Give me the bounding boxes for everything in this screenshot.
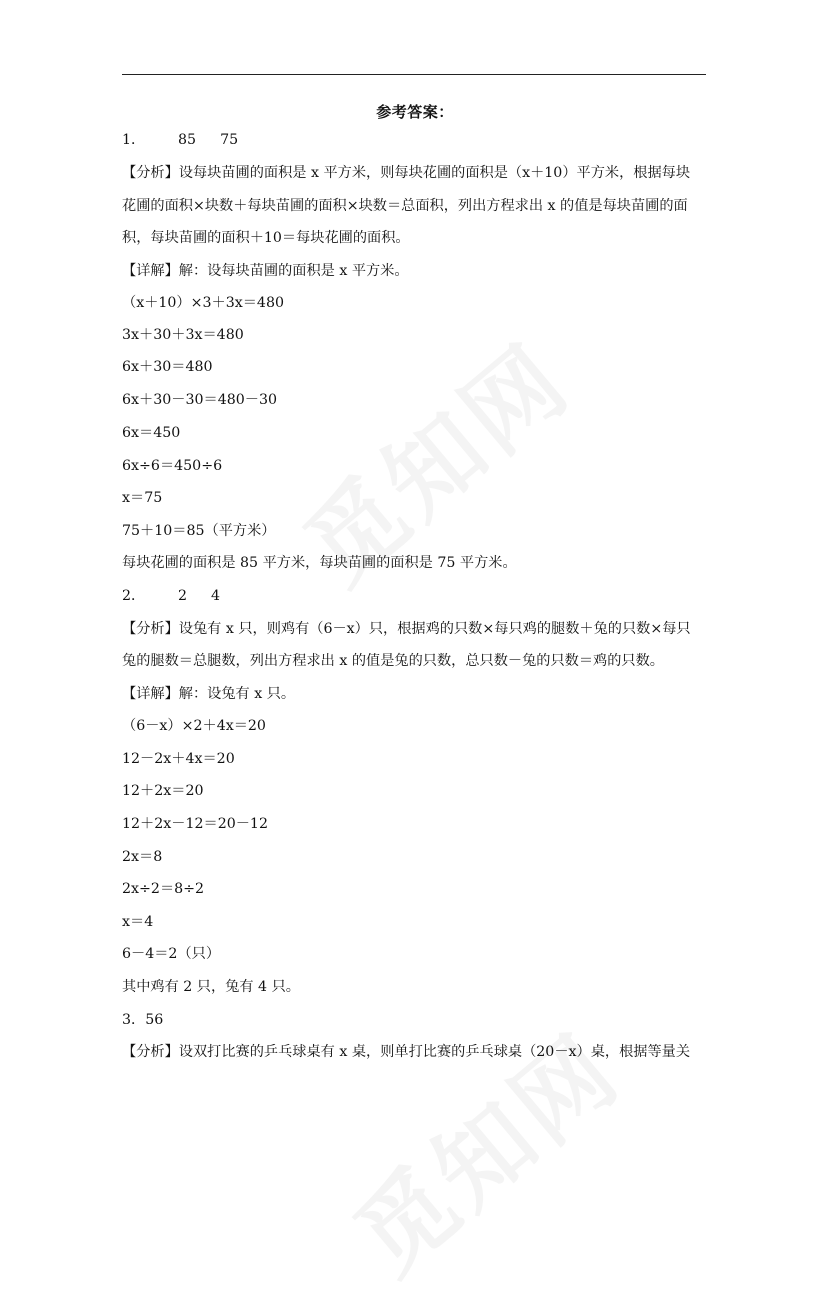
q2-answer-line	[122, 586, 244, 606]
q2-step: 2x÷2＝8÷2	[122, 881, 205, 897]
q1-step: 6x＋30－30＝480－30	[122, 392, 278, 408]
q2-conclusion: 其中鸡有 2 只，兔有 4 只。	[122, 979, 300, 995]
q1-answer-line	[122, 130, 262, 150]
q2-step: 6－4＝2（只）	[122, 946, 221, 962]
q2-answer-1: 2	[178, 588, 188, 604]
q2-step: 12－2x＋4x＝20	[122, 751, 235, 767]
q1-number: 1．	[122, 132, 146, 148]
q1-answer-1: 85	[178, 132, 197, 148]
q1-step: x＝75	[122, 490, 163, 506]
q2-step: x＝4	[122, 914, 154, 930]
q1-step: 6x÷6＝450÷6	[122, 458, 223, 474]
q2-analysis-line-2: 兔的腿数＝总腿数，列出方程求出 x 的值是兔的只数，总只数－兔的只数＝鸡的只数。	[122, 653, 664, 669]
q2-step: 12＋2x＝20	[122, 783, 204, 799]
q1-answer-2: 75	[220, 132, 239, 148]
page-title: 参考答案：	[376, 103, 454, 121]
q1-analysis-line-1: 【分析】设每块苗圃的面积是 x 平方米，则每块花圃的面积是（x＋10）平方米，根据每块	[122, 165, 691, 181]
q3-answer-line: 3．56	[122, 1012, 164, 1028]
q1-step: （x＋10）×3＋3x＝480	[122, 295, 285, 311]
q1-detail: 【详解】解：设每块苗圃的面积是 x 平方米。	[122, 263, 409, 279]
header-rule	[122, 74, 706, 75]
q2-step: 12＋2x－12＝20－12	[122, 816, 268, 832]
q2-analysis-line-1: 【分析】设兔有 x 只，则鸡有（6－x）只，根据鸡的只数×每只鸡的腿数＋兔的只数×每只	[122, 621, 691, 637]
q1-conclusion: 每块花圃的面积是 85 平方米，每块苗圃的面积是 75 平方米。	[122, 555, 517, 571]
q2-detail: 【详解】解：设兔有 x 只。	[122, 686, 296, 702]
q1-step: 6x＋30＝480	[122, 359, 213, 375]
q3-analysis-line-1: 【分析】设双打比赛的乒乓球桌有 x 桌，则单打比赛的乒乓球桌（20－x）桌，根据等量关	[122, 1044, 691, 1060]
q1-analysis-line-3: 积，每块苗圃的面积＋10＝每块花圃的面积。	[122, 230, 410, 246]
q1-analysis-line-2: 花圃的面积×块数＋每块苗圃的面积×块数＝总面积，列出方程求出 x 的值是每块苗圃的面	[122, 198, 688, 214]
q1-step: 6x＝450	[122, 425, 181, 441]
q2-number: 2．	[122, 588, 146, 604]
q1-step: 3x＋30＋3x＝480	[122, 327, 244, 343]
q2-step: 2x＝8	[122, 849, 163, 865]
q2-step: （6－x）×2＋4x＝20	[122, 718, 266, 734]
q1-step: 75＋10＝85（平方米）	[122, 523, 276, 539]
q2-answer-2: 4	[211, 588, 221, 604]
